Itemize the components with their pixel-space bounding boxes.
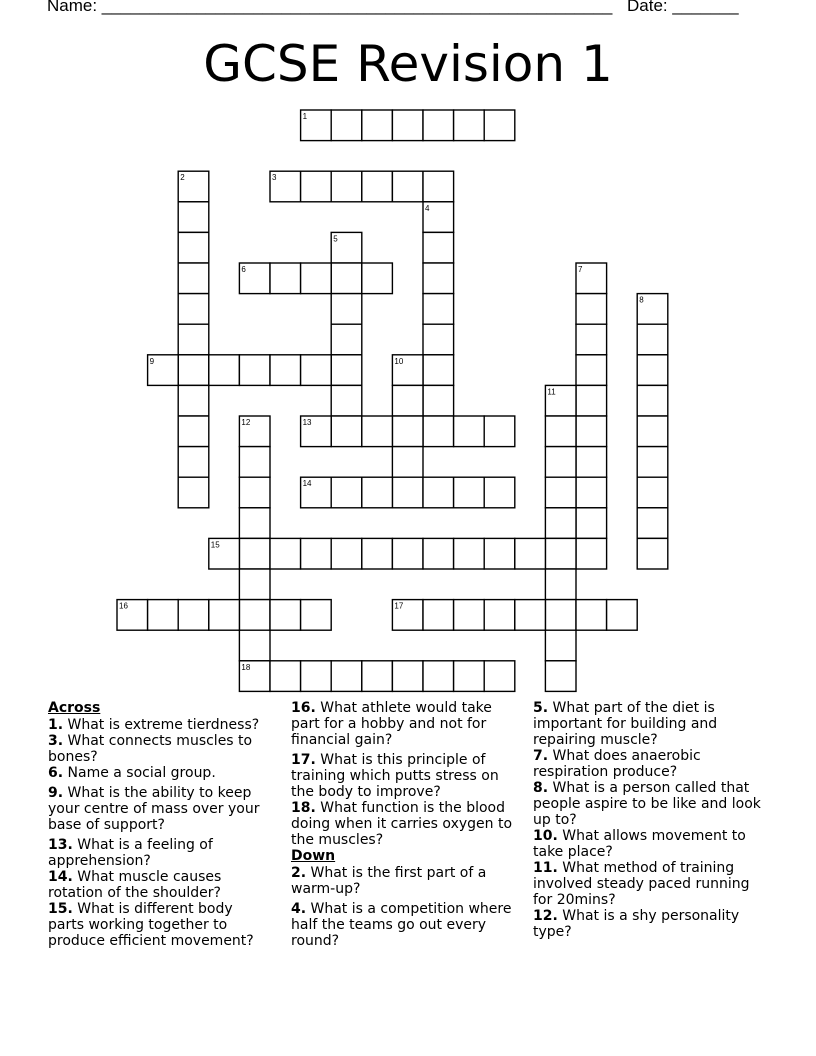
grid-cell[interactable] (331, 661, 362, 692)
grid-cell[interactable] (331, 355, 362, 386)
grid-cell[interactable] (545, 630, 576, 661)
page-title: GCSE Revision 1 (203, 35, 613, 93)
clue-down-4: 4. What is a competition where half the teams go out every round? (291, 901, 512, 949)
grid-cell[interactable] (209, 600, 240, 631)
grid-cell[interactable] (270, 263, 301, 294)
grid-cell[interactable] (484, 110, 515, 141)
grid-cell[interactable] (270, 600, 301, 631)
grid-cell[interactable] (301, 600, 332, 631)
grid-cell[interactable] (454, 600, 485, 631)
cell-number: 1 (302, 112, 308, 121)
grid-cell[interactable] (576, 538, 607, 569)
grid-cell[interactable] (239, 477, 270, 508)
grid-cell[interactable] (484, 661, 515, 692)
grid-cell[interactable] (362, 171, 393, 202)
grid-cell[interactable] (454, 661, 485, 692)
grid-cell[interactable] (178, 294, 209, 325)
grid-cell[interactable] (423, 294, 454, 325)
grid-cell[interactable] (545, 538, 576, 569)
cell-number: 11 (547, 387, 556, 397)
grid-cell[interactable] (178, 324, 209, 355)
name-field-label[interactable]: Name: ______________________________________________________ (47, 0, 613, 15)
grid-cell[interactable] (637, 538, 668, 569)
cell-number: 18 (241, 662, 251, 672)
cell-number: 9 (149, 356, 155, 366)
grid-cell[interactable] (515, 600, 546, 631)
grid-cell[interactable] (331, 538, 362, 569)
grid-cell[interactable] (178, 416, 209, 447)
grid-cell[interactable] (178, 447, 209, 478)
grid-cell[interactable] (331, 294, 362, 325)
grid-cell[interactable] (178, 600, 209, 631)
grid-cell[interactable] (423, 355, 454, 386)
grid-cell[interactable] (607, 600, 638, 631)
grid-cell[interactable] (362, 661, 393, 692)
grid-cell[interactable] (239, 508, 270, 539)
clue-down-12: 12. What is a shy personality type? (533, 908, 740, 940)
grid-cell[interactable] (454, 416, 485, 447)
clue-down-7: 7. What does anaerobic respiration produce? (533, 748, 701, 780)
grid-cell[interactable] (576, 508, 607, 539)
clue-down-10: 10. What allows movement to take place? (533, 828, 746, 860)
grid-cell[interactable] (454, 538, 485, 569)
grid-cell[interactable] (239, 355, 270, 386)
cell-number: 3 (272, 173, 277, 183)
grid-cell[interactable] (301, 171, 332, 202)
grid-cell[interactable] (576, 416, 607, 447)
grid-cell[interactable] (178, 477, 209, 508)
grid-cell[interactable] (392, 171, 423, 202)
grid-cell[interactable] (545, 477, 576, 508)
grid-cell[interactable] (331, 477, 362, 508)
grid-cell[interactable] (270, 538, 301, 569)
grid-cell[interactable] (362, 477, 393, 508)
down-heading: Down (291, 848, 336, 864)
clue-down-11: 11. What method of training involved steady paced running for 20mins? (533, 860, 750, 908)
grid-cell[interactable] (637, 477, 668, 508)
grid-cell[interactable] (301, 263, 332, 294)
clues-column-3 (533, 700, 763, 940)
cell-number: 2 (180, 173, 185, 183)
grid-cell[interactable] (423, 110, 454, 141)
grid-cell[interactable] (239, 630, 270, 661)
grid-cell[interactable] (239, 569, 270, 600)
clue-across-16: 16. What athlete would take part for a hobby and not for financial gain? (291, 700, 492, 748)
grid-cell[interactable] (392, 447, 423, 478)
grid-cell[interactable] (178, 385, 209, 416)
grid-cell[interactable] (301, 538, 332, 569)
date-field-label[interactable]: Date: _______ (627, 0, 739, 15)
cell-number: 7 (578, 265, 583, 274)
grid-cell[interactable] (148, 600, 179, 631)
grid-cell[interactable] (178, 232, 209, 263)
grid-cell[interactable] (484, 538, 515, 569)
grid-cell[interactable] (423, 324, 454, 355)
grid-cell[interactable] (178, 355, 209, 386)
cell-number: 17 (394, 601, 404, 611)
grid-cell[interactable] (423, 477, 454, 508)
cell-number: 13 (302, 418, 312, 427)
grid-cell[interactable] (362, 538, 393, 569)
grid-cell[interactable] (423, 232, 454, 263)
grid-cell[interactable] (576, 294, 607, 325)
cell-number: 15 (210, 540, 220, 550)
grid-cell[interactable] (362, 416, 393, 447)
grid-cell[interactable] (423, 416, 454, 447)
clue-across-15: 15. What is different body parts working together to produce efficient movement? (48, 901, 254, 949)
grid-cell[interactable] (576, 324, 607, 355)
grid-cell[interactable] (392, 416, 423, 447)
grid-cell[interactable] (576, 355, 607, 386)
grid-cell[interactable] (239, 447, 270, 478)
grid-cell[interactable] (515, 538, 546, 569)
grid-cell[interactable] (576, 447, 607, 478)
grid-cell[interactable] (392, 538, 423, 569)
grid-cell[interactable] (178, 202, 209, 233)
grid-cell[interactable] (331, 416, 362, 447)
clue-across-6: 6. Name a social group. (48, 765, 216, 781)
grid-cell[interactable] (392, 110, 423, 141)
clue-down-2: 2. What is the first part of a warm-up? (291, 865, 487, 897)
grid-cell[interactable] (392, 661, 423, 692)
grid-cell[interactable] (331, 263, 362, 294)
across-heading: Across (48, 700, 101, 716)
cell-number: 14 (302, 479, 312, 489)
grid-cell[interactable] (392, 477, 423, 508)
clues-column-2 (291, 700, 523, 949)
grid-cell[interactable] (545, 661, 576, 692)
grid-cell[interactable] (178, 263, 209, 294)
grid-cell[interactable] (239, 600, 270, 631)
grid-cell[interactable] (484, 477, 515, 508)
grid-cell[interactable] (331, 385, 362, 416)
grid-cell[interactable] (362, 110, 393, 141)
cell-number: 5 (333, 234, 338, 244)
grid-cell[interactable] (331, 110, 362, 141)
grid-cell[interactable] (454, 477, 485, 508)
grid-cell[interactable] (301, 661, 332, 692)
grid-cell[interactable] (484, 600, 515, 631)
clues-column-1 (48, 700, 273, 949)
clue-down-5: 5. What part of the diet is important for building and repairing muscle? (533, 700, 718, 748)
grid-cell[interactable] (270, 661, 301, 692)
grid-cell[interactable] (637, 416, 668, 447)
grid-cell[interactable] (301, 355, 332, 386)
grid-cell[interactable] (576, 385, 607, 416)
grid-cell[interactable] (423, 661, 454, 692)
grid-cell[interactable] (454, 110, 485, 141)
grid-cell[interactable] (576, 600, 607, 631)
grid-cell[interactable] (209, 355, 240, 386)
clue-across-13: 13. What is a feeling of apprehension? (48, 837, 213, 869)
grid-cell[interactable] (423, 171, 454, 202)
grid-cell[interactable] (637, 355, 668, 386)
grid-cell[interactable] (637, 385, 668, 416)
clue-across-9: 9. What is the ability to keep your centre of mass over your base of support? (48, 785, 260, 833)
grid-cell[interactable] (270, 355, 301, 386)
grid-cell[interactable] (331, 171, 362, 202)
grid-cell[interactable] (545, 508, 576, 539)
grid-cell[interactable] (576, 477, 607, 508)
grid-cell[interactable] (423, 600, 454, 631)
clue-across-1: 1. What is extreme tierdness? (48, 717, 260, 733)
grid-cell[interactable] (484, 416, 515, 447)
clue-across-17: 17. What is this principle of training which putts stress on the body to improve? (291, 752, 499, 800)
grid-cell[interactable] (392, 385, 423, 416)
grid-cell[interactable] (637, 508, 668, 539)
cell-number: 10 (394, 356, 404, 366)
cell-number: 8 (639, 295, 644, 305)
clue-down-8: 8. What is a person called that people aspire to be like and look up to? (533, 780, 761, 828)
cell-number: 6 (241, 265, 246, 274)
grid-cell[interactable] (545, 416, 576, 447)
clue-across-18: 18. What function is the blood doing when it carries oxygen to the muscles? (291, 800, 513, 848)
grid-cell[interactable] (545, 569, 576, 600)
clue-across-3: 3. What connects muscles to bones? (48, 733, 253, 765)
grid-cell[interactable] (423, 538, 454, 569)
grid-cell[interactable] (637, 447, 668, 478)
grid-cell[interactable] (637, 324, 668, 355)
cell-number: 12 (241, 418, 251, 427)
grid-cell[interactable] (331, 324, 362, 355)
cell-number: 4 (425, 203, 430, 213)
grid-cell[interactable] (545, 447, 576, 478)
grid-cell[interactable] (545, 600, 576, 631)
grid-cell[interactable] (362, 263, 393, 294)
cell-number: 16 (119, 601, 128, 611)
grid-cell[interactable] (239, 538, 270, 569)
clue-across-14: 14. What muscle causes rotation of the shoulder? (48, 869, 222, 901)
grid-cell[interactable] (423, 385, 454, 416)
grid-cell[interactable] (423, 263, 454, 294)
